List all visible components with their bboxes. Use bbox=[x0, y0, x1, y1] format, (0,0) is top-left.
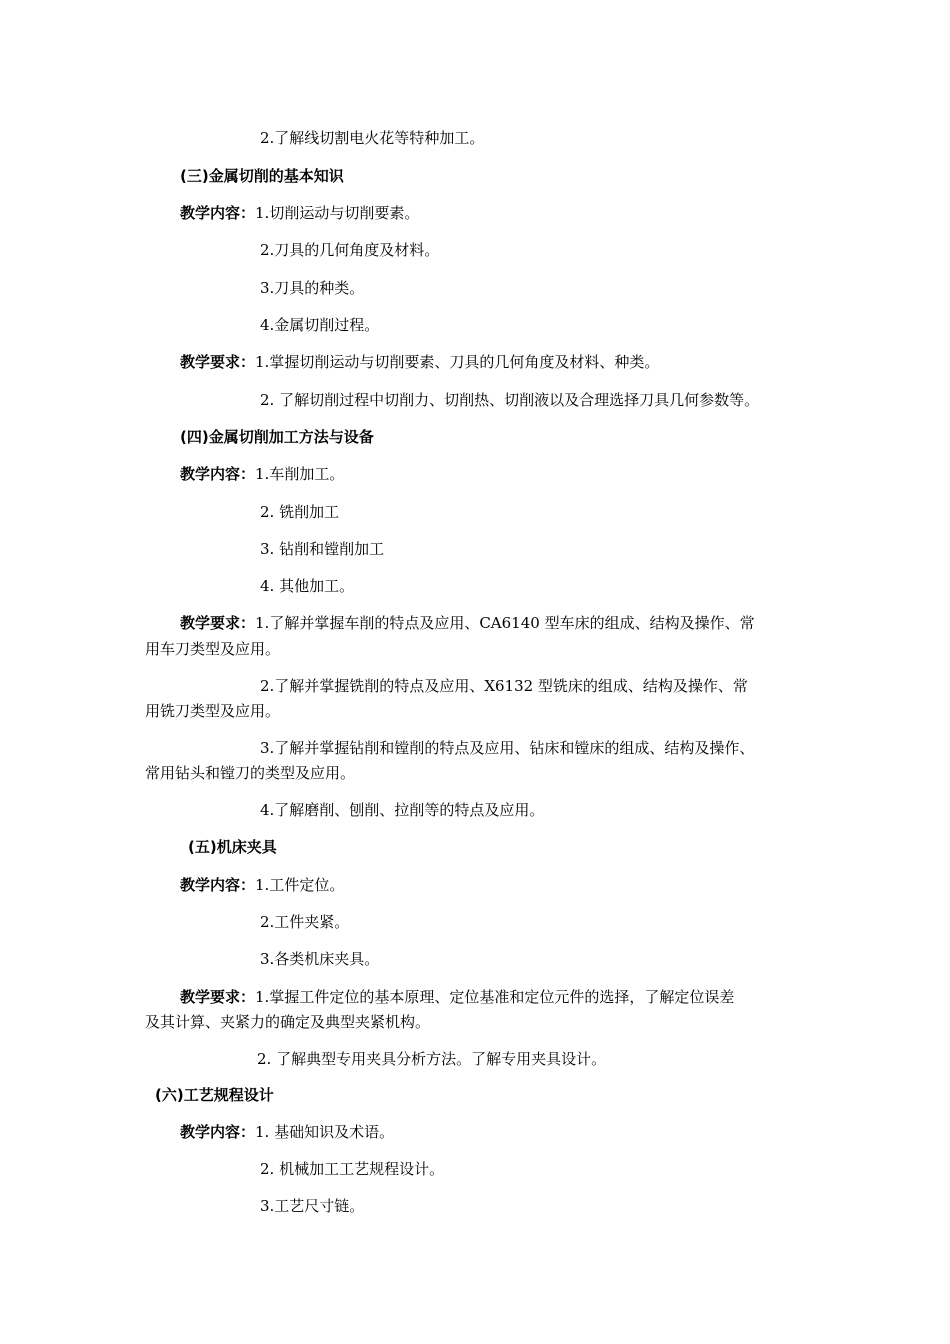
requirement-item: 1.掌握工件定位的基本原理、定位基准和定位元件的选择，了解定位误差 bbox=[255, 988, 735, 1006]
content-row bbox=[180, 1122, 394, 1142]
content-item: 2. 机械加工工艺规程设计。 bbox=[260, 1160, 445, 1178]
content-item: 2. 铣削加工 bbox=[260, 503, 340, 521]
content-item: 4.金属切削过程。 bbox=[260, 316, 380, 334]
requirement-item-continued: 用铣刀类型及应用。 bbox=[145, 702, 281, 720]
content-item: 1.车削加工。 bbox=[255, 465, 345, 483]
requirement-item: 2.了解线切割电火花等特种加工。 bbox=[260, 129, 485, 147]
requirement-item-continued: 常用钻头和镗刀的类型及应用。 bbox=[145, 764, 356, 782]
content-row bbox=[180, 203, 419, 223]
content-item: 2.刀具的几何角度及材料。 bbox=[260, 241, 440, 259]
content-item: 3.工艺尺寸链。 bbox=[260, 1197, 365, 1215]
requirement-item: 2. 了解典型专用夹具分析方法。了解专用夹具设计。 bbox=[257, 1050, 607, 1068]
content-label: 教学内容： bbox=[180, 204, 256, 222]
requirement-item: 4.了解磨削、刨削、拉削等的特点及应用。 bbox=[260, 801, 545, 819]
content-label: 教学内容： bbox=[180, 465, 256, 483]
requirement-item: 2. 了解切削过程中切削力、切削热、切削液以及合理选择刀具几何参数等。 bbox=[260, 391, 760, 409]
content-item: 3.刀具的种类。 bbox=[260, 279, 365, 297]
content-item: 1.切削运动与切削要素。 bbox=[255, 204, 420, 222]
requirement-item: 2.了解并掌握铣削的特点及应用、X6132 型铣床的组成、结构及操作、常 bbox=[260, 677, 748, 695]
requirement-item: 3.了解并掌握钻削和镗削的特点及应用、钻床和镗床的组成、结构及操作、 bbox=[260, 739, 755, 757]
requirement-item: 1.掌握切削运动与切削要素、刀具的几何角度及材料、种类。 bbox=[255, 353, 660, 371]
section-heading: (三)金属切削的基本知识 bbox=[180, 167, 344, 185]
content-item: 2.工件夹紧。 bbox=[260, 913, 350, 931]
requirement-row bbox=[180, 987, 734, 1007]
section-heading: (六)工艺规程设计 bbox=[155, 1086, 274, 1104]
content-item: 4. 其他加工。 bbox=[260, 577, 355, 595]
content-label: 教学内容： bbox=[180, 876, 256, 894]
requirement-label: 教学要求： bbox=[180, 614, 256, 632]
requirement-item-continued: 及其计算、夹紧力的确定及典型夹紧机构。 bbox=[145, 1013, 431, 1031]
requirement-item-continued: 用车刀类型及应用。 bbox=[145, 640, 281, 658]
content-item: 3.各类机床夹具。 bbox=[260, 950, 380, 968]
requirement-item: 1.了解并掌握车削的特点及应用、CA6140 型车床的组成、结构及操作、常 bbox=[255, 614, 755, 632]
requirement-label: 教学要求： bbox=[180, 353, 256, 371]
section-heading: (五)机床夹具 bbox=[188, 838, 277, 856]
content-item: 1.工件定位。 bbox=[255, 876, 345, 894]
content-item: 3. 钻削和镗削加工 bbox=[260, 540, 385, 558]
content-item: 1. 基础知识及术语。 bbox=[255, 1123, 395, 1141]
section-heading: (四)金属切削加工方法与设备 bbox=[180, 428, 374, 446]
requirement-row bbox=[180, 352, 659, 372]
content-row bbox=[180, 464, 344, 484]
content-row bbox=[180, 875, 344, 895]
requirement-label: 教学要求： bbox=[180, 988, 256, 1006]
content-label: 教学内容： bbox=[180, 1123, 256, 1141]
requirement-row bbox=[180, 613, 755, 633]
